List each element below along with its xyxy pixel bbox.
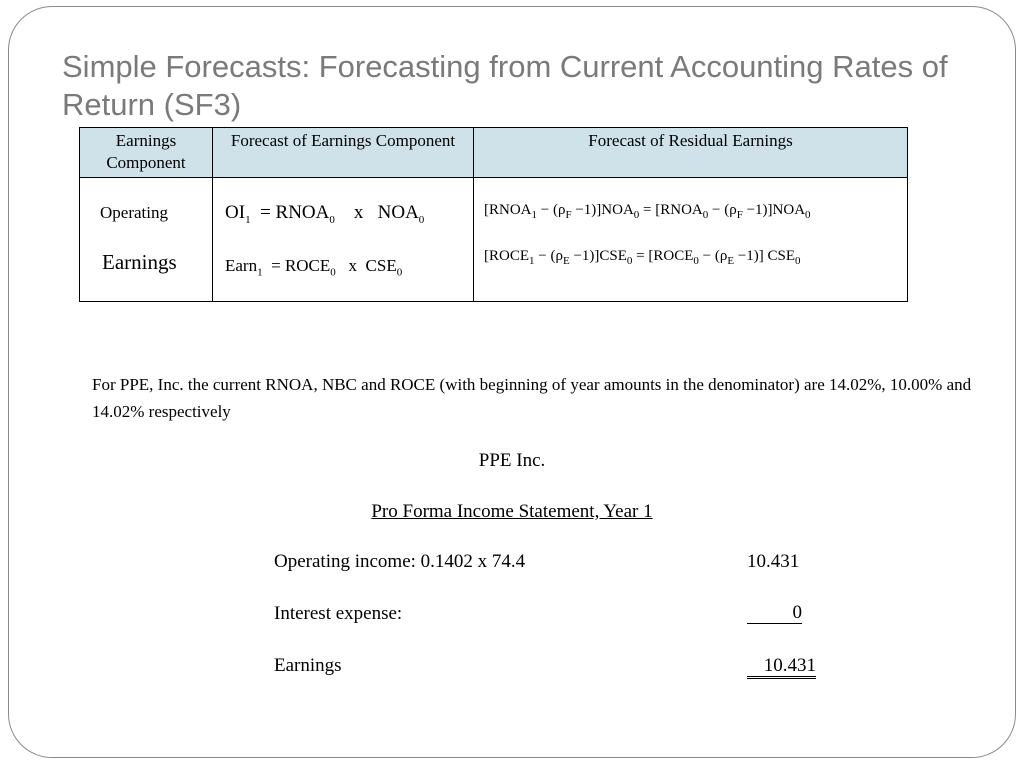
interest-expense-label: Interest expense: [274, 603, 403, 624]
oi-formula: $OI_1$ = $RNOA_0$ x $NOA_0$ [225, 202, 425, 226]
header-forecast-component: Forecast of Earnings Component [213, 128, 474, 178]
earnings-value: 10.431 [747, 655, 816, 679]
rates-paragraph: For PPE, Inc. the current RNOA, NBC and ROCE (with beginning of year amounts in the denominator) are 14.02%, 10.00% and 14.02% respectively [92, 375, 972, 421]
earnings-forecast-cell [213, 178, 474, 302]
slide-title: Simple Forecasts: Forecasting from Current Accounting Rates of Return (SF3) [62, 49, 948, 122]
residual-forecast-cell [474, 178, 908, 302]
operating-income-label: Operating income: 0.1402 x 74.4 [274, 551, 526, 572]
company-name: PPE Inc. [478, 450, 546, 471]
statement-title: Pro Forma Income Statement, Year 1 [371, 501, 653, 522]
operating-income-value: 10.431 [747, 551, 800, 572]
forecast-table [79, 127, 908, 302]
component-cell [80, 178, 213, 302]
header-earnings-component: Earnings Component [80, 128, 213, 178]
component-label-earnings: Earnings [102, 250, 177, 274]
earn-formula: Earn$_1$ = $ROCE_0$ x $CSE_0$ [225, 256, 403, 279]
interest-expense-value: 0 [747, 603, 802, 624]
header-forecast-residual: Forecast of Residual Earnings [474, 128, 908, 178]
component-label-operating: Operating [100, 203, 168, 222]
re-equity-formula: $[ROCE_1 - (\rho_E -1)]CSE_0$ = $[ROCE_0 - (\rho_E -1)]$ $CSE_0$ [484, 248, 801, 267]
earnings-label: Earnings [274, 655, 342, 676]
re-operating-formula: $[RNOA_1 - (\rho_F -1)]NOA_0$ = $[RNOA_0 - (\rho_F -1)]NOA_0$ [484, 202, 811, 221]
